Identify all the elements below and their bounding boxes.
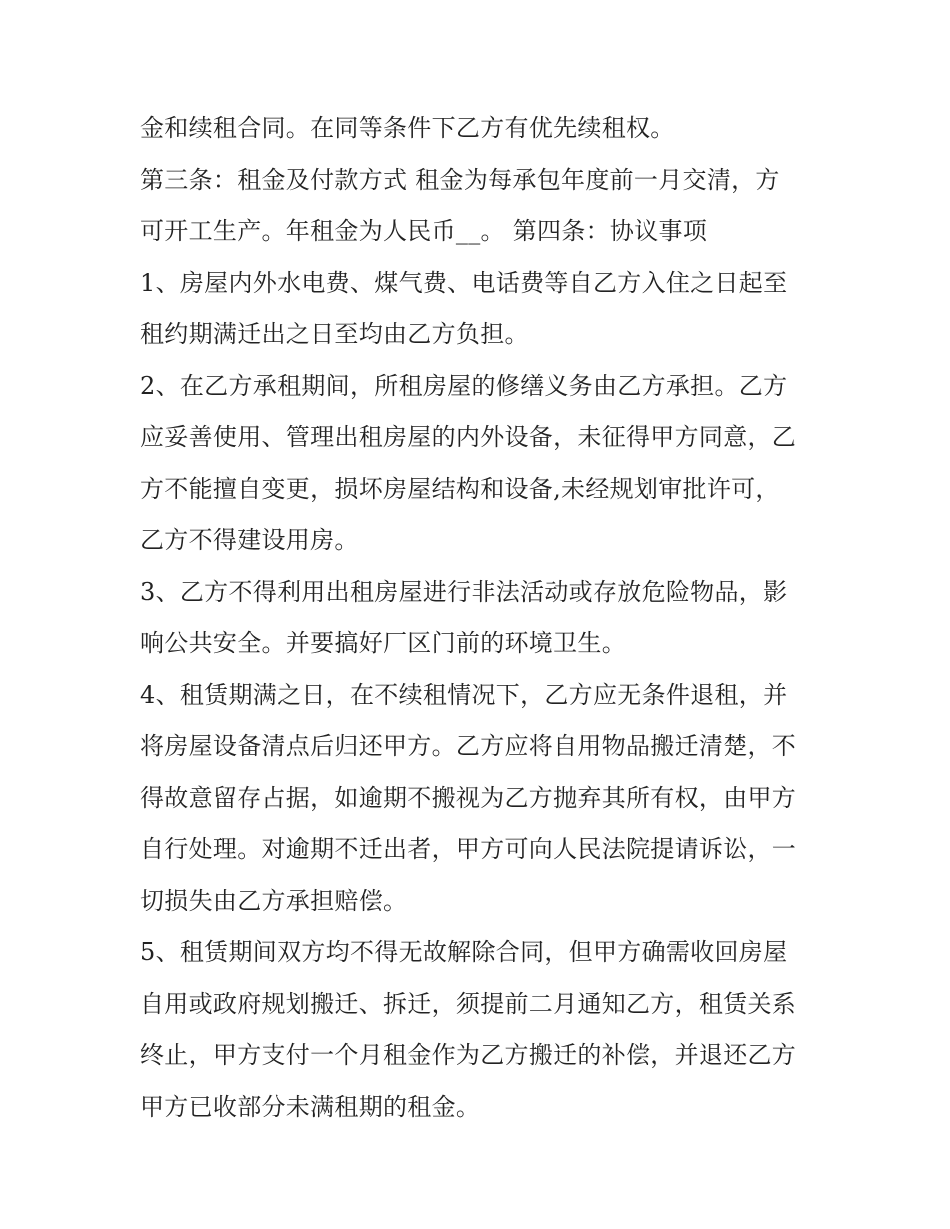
text-line: 终止，甲方支付一个月租金作为乙方搬迁的补偿，并退还乙方 xyxy=(140,1041,797,1069)
text-line: 可开工生产。年租金为人民币__。 第四条：协议事项 xyxy=(140,217,708,245)
text-line: 甲方已收部分未满租期的租金。 xyxy=(140,1092,481,1121)
text-line: 乙方不得建设用房。 xyxy=(140,526,359,554)
paragraph-item-1 xyxy=(140,258,830,361)
text-line: 2、在乙方承租期间，所租房屋的修缮义务由乙方承担。乙方 xyxy=(140,371,788,400)
text-line: 自行处理。对逾期不迁出者，甲方可向人民法院提请诉讼，一 xyxy=(140,835,797,863)
paragraph-renewal xyxy=(140,103,830,155)
paragraph-item-2 xyxy=(140,361,830,567)
text-line: 金和续租合同。在同等条件下乙方有优先续租权。 xyxy=(140,114,675,142)
text-line: 1、房屋内外水电费、煤气费、电话费等自乙方入住之日起至 xyxy=(140,268,788,297)
text-line: 应妥善使用、管理出租房屋的内外设备，未征得甲方同意，乙 xyxy=(140,423,797,451)
text-line: 租约期满迁出之日至均由乙方负担。 xyxy=(140,320,529,348)
paragraph-item-5 xyxy=(140,927,830,1133)
paragraph-article-three xyxy=(140,155,830,258)
text-line: 得故意留存占据，如逾期不搬视为乙方抛弃其所有权，由甲方 xyxy=(140,783,797,812)
document-body xyxy=(140,103,830,1133)
text-line: 切损失由乙方承担赔偿。 xyxy=(140,886,408,915)
text-line: 4、租赁期满之日，在不续租情况下，乙方应无条件退租，并 xyxy=(140,680,788,709)
text-line: 自用或政府规划搬迁、拆迁，须提前二月通知乙方，租赁关系 xyxy=(140,989,797,1018)
text-line: 响公共安全。并要搞好厂区门前的环境卫生。 xyxy=(140,629,626,657)
text-line: 方不能擅自变更，损坏房屋结构和设备,未经规划审批许可， xyxy=(140,474,780,503)
paragraph-item-4 xyxy=(140,670,830,928)
text-line: 3、乙方不得利用出租房屋进行非法活动或存放危险物品，影 xyxy=(140,577,788,606)
paragraph-item-3 xyxy=(140,567,830,670)
text-line: 第三条：租金及付款方式 租金为每承包年度前一月交清，方 xyxy=(140,165,780,194)
text-line: 将房屋设备清点后归还甲方。乙方应将自用物品搬迁清楚，不 xyxy=(140,732,797,760)
text-line: 5、租赁期间双方均不得无故解除合同，但甲方确需收回房屋 xyxy=(140,938,788,966)
